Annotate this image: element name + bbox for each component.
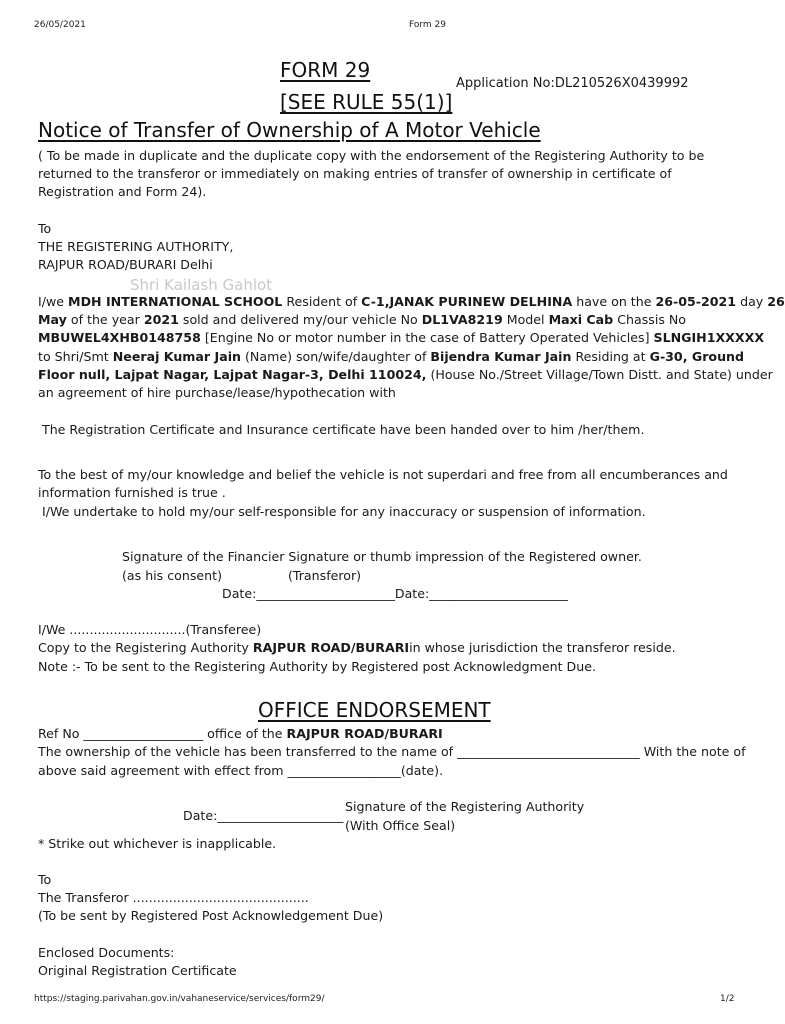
details-line-3: MBUWEL4XHB0148758 [Engine No or motor number in the case of Battery Operated Vehicles] SLNGIH1XXXXX [38, 330, 765, 345]
signature-line: Signature of the Financier Signature or thumb impression of the Registered owner. [122, 549, 642, 564]
transfer-year: 2021 [143, 312, 179, 327]
ownership-line: The ownership of the vehicle has been transferred to the name of _____________________________ With the note of [38, 744, 746, 759]
consent-label: (as his consent) [122, 568, 222, 583]
undertake-statement: I/We undertake to hold my/our self-responsible for any inaccuracy or suspension of information. [42, 504, 646, 519]
watermark-text: Shri Kailash Gahlot [130, 276, 273, 294]
copy-authority: RAJPUR ROAD/BURARI [252, 640, 410, 655]
form-rule: [SEE RULE 55(1)] [280, 90, 453, 114]
print-title: Form 29 [409, 20, 446, 30]
page-number: 1/2 [720, 994, 735, 1004]
transfer-date: 26-05-2021 [655, 294, 737, 309]
vehicle-model: Maxi Cab [548, 312, 614, 327]
engine-number: SLNGIH1XXXXX [653, 330, 765, 345]
transferee-name: Neeraj Kumar Jain [112, 349, 241, 364]
notice-title: Notice of Transfer of Ownership of A Motor Vehicle [38, 118, 541, 142]
signature-dates: Date:______________________Date:______________________ [222, 586, 568, 601]
application-number: Application No:DL210526X0439992 [456, 76, 689, 91]
form-title: FORM 29 [280, 58, 371, 82]
enclosed-label: Enclosed Documents: [38, 945, 175, 960]
authority-signature: Signature of the Registering Authority [345, 799, 585, 814]
chassis-number: MBUWEL4XHB0148758 [38, 330, 201, 345]
owner-name: MDH INTERNATIONAL SCHOOL [68, 294, 283, 309]
print-date: 26/05/2021 [34, 20, 86, 30]
ref-line: Ref No ___________________ office of the RAJPUR ROAD/BURARI [38, 726, 443, 741]
strike-note: * Strike out whichever is inapplicable. [38, 836, 277, 851]
closing-to: To [38, 872, 52, 887]
authority-address: RAJPUR ROAD/BURARI Delhi [38, 257, 213, 272]
vehicle-number: DL1VA8219 [421, 312, 503, 327]
closing-transferor: The Transferor ............................................ [38, 890, 309, 905]
details-line-5: Floor null, Lajpat Nagar, Lajpat Nagar-3, Delhi 110024, (House No./Street Village/Town Distt. and State) under [38, 367, 773, 382]
knowledge-line-2: information furnished is true . [38, 485, 226, 500]
intro-line-3: Registration and Form 24). [38, 184, 207, 199]
authority-name: THE REGISTERING AUTHORITY, [38, 239, 234, 254]
to-label: To [38, 221, 52, 236]
enclosed-rc: Original Registration Certificate [38, 963, 237, 978]
ref-office: RAJPUR ROAD/BURARI [286, 726, 443, 741]
effect-line: above said agreement with effect from __________________(date). [38, 763, 444, 778]
note-line: Note :- To be sent to the Registering Authority by Registered post Acknowledgment Due. [38, 659, 596, 674]
transferor-label: (Transferor) [288, 568, 362, 583]
owner-address: C-1,JANAK PURINEW DELHINA [361, 294, 573, 309]
father-name: Bijendra Kumar Jain [430, 349, 572, 364]
intro-line-1: ( To be made in duplicate and the duplicate copy with the endorsement of the Registering Authority to be [38, 148, 705, 163]
transferee-address: Floor null, Lajpat Nagar, Lajpat Nagar-3, Delhi 110024, [38, 367, 427, 382]
knowledge-line-1: To the best of my/our knowledge and belief the vehicle is not superdari and free from all encumberances and [38, 467, 728, 482]
intro-line-2: returned to the transferor or immediately on making entries of transfer of ownership in certificate of [38, 166, 672, 181]
rc-statement: The Registration Certificate and Insurance certificate have been handed over to him /her/them. [42, 422, 645, 437]
details-line-2: May of the year 2021 sold and delivered my/our vehicle No DL1VA8219 Model Maxi Cab Chassis No [38, 312, 687, 327]
page-url: https://staging.parivahan.gov.in/vahaneservice/services/form29/ [34, 994, 325, 1004]
details-line-6: an agreement of hire purchase/lease/hypothecation with [38, 385, 396, 400]
closing-sent: (To be sent by Registered Post Acknowledgement Due) [38, 908, 384, 923]
transferee-line: I/We .............................(Transferee) [38, 622, 262, 637]
office-seal: (With Office Seal) [345, 818, 456, 833]
endorsement-date: Date:____________________ [183, 808, 344, 823]
endorsement-title: OFFICE ENDORSEMENT [258, 698, 491, 722]
details-line-4: to Shri/Smt Neeraj Kumar Jain (Name) son/wife/daughter of Bijendra Kumar Jain Residing at G-30, Ground [38, 349, 745, 364]
details-line-1: I/we MDH INTERNATIONAL SCHOOL Resident of C-1,JANAK PURINEW DELHINA have on the 26-05-2021 day 26 [38, 294, 785, 309]
copy-line: Copy to the Registering Authority RAJPUR ROAD/BURARIin whose jurisdiction the transferor reside. [38, 640, 676, 655]
